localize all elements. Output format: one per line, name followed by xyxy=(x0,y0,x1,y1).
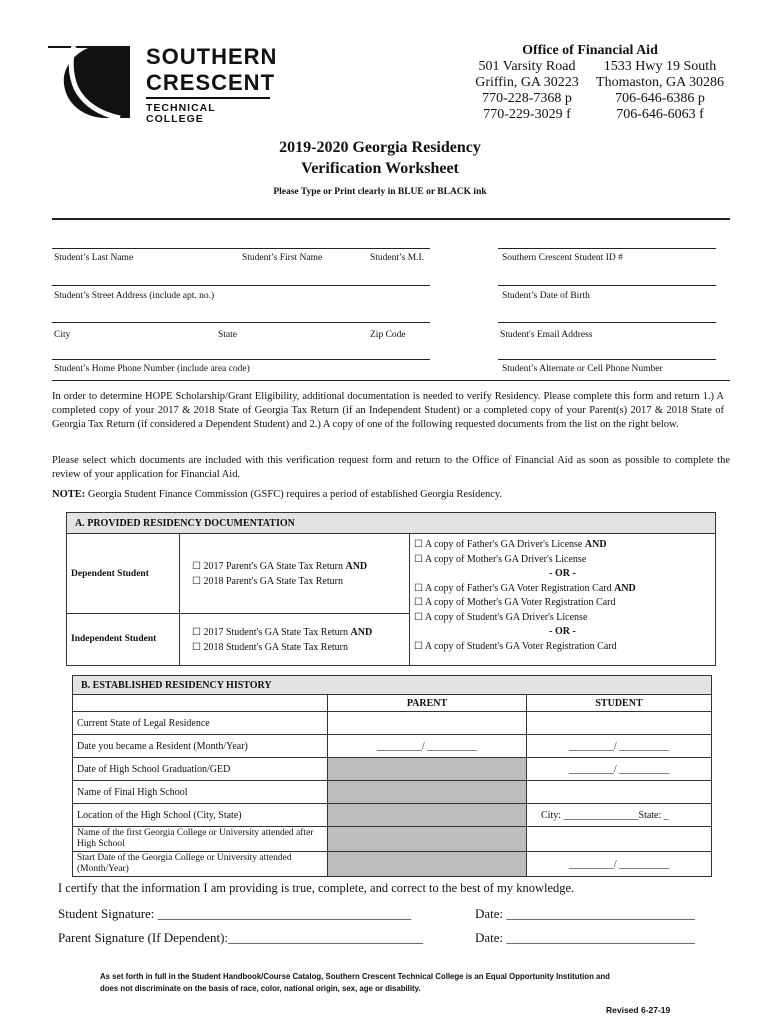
college-logo xyxy=(44,44,278,125)
student-final-hs[interactable] xyxy=(527,781,712,804)
student-id-label: Southern Crescent Student ID # xyxy=(502,253,623,263)
row-resident-date: Date you became a Resident (Month/Year) xyxy=(73,735,328,758)
address-line[interactable] xyxy=(52,285,430,286)
dependent-student-label: Dependent Student xyxy=(67,534,180,614)
thomaston-phone: 706-646-6386 p xyxy=(615,91,705,106)
city-label: City xyxy=(54,330,71,340)
logo-crescent: CRESCENT xyxy=(146,70,276,95)
office-title: Office of Financial Aid xyxy=(522,43,658,58)
first-name-label: Student’s First Name xyxy=(242,253,323,263)
row-hs-location: Location of the High School (City, State) xyxy=(73,804,328,827)
address-label: Student’s Street Address (include apt. no.) xyxy=(54,291,215,301)
revised-date: Revised 6-27-19 xyxy=(606,1005,671,1015)
parent-signature-line[interactable]: Parent Signature (If Dependent):______________________________ xyxy=(58,930,424,945)
student-hs-location[interactable]: City: _______________State: _ xyxy=(527,804,712,827)
license-voter-options xyxy=(410,534,716,666)
or-separator-1: - OR - xyxy=(549,568,576,579)
logo-crescent-icon xyxy=(44,44,136,120)
row-header-blank xyxy=(73,695,328,712)
last-name-label: Student’s Last Name xyxy=(54,253,134,263)
note-paragraph xyxy=(52,488,730,502)
logo-southern: SOUTHERN xyxy=(146,44,278,69)
home-phone-label: Student’s Home Phone Number (include area code) xyxy=(54,364,250,374)
mother-voter-checkbox[interactable]: ☐ A copy of Mother's GA Voter Registration Card xyxy=(414,597,616,608)
student-signature-line[interactable]: Student Signature: _______________________________________ xyxy=(58,906,412,921)
student-id-line[interactable] xyxy=(498,248,716,249)
ind-2017-checkbox[interactable]: ☐ 2017 Student's GA State Tax Return AND xyxy=(192,626,373,638)
col-parent: PARENT xyxy=(328,695,527,712)
note-label: NOTE: xyxy=(52,489,86,500)
row-college-start: Start Date of the Georgia College or University attended (Month/Year) xyxy=(73,852,328,877)
alt-phone-label: Student’s Alternate or Cell Phone Number xyxy=(502,364,663,374)
parent-first-college-shaded xyxy=(328,827,527,852)
thomaston-fax: 706-646-6063 f xyxy=(616,107,704,122)
fields-rule xyxy=(52,380,730,381)
row-first-college: Name of the first Georgia College or University attended after High School xyxy=(73,827,328,852)
ind-2018-checkbox[interactable]: ☐ 2018 Student's GA State Tax Return xyxy=(192,641,348,653)
student-hs-graduation[interactable]: _________/ __________ xyxy=(527,758,712,781)
note-text: Georgia Student Finance Commission (GSFC) requires a period of established Georgia Residency. xyxy=(87,489,503,500)
griffin-phone: 770-228-7368 p xyxy=(482,91,572,106)
parent-college-start-shaded xyxy=(328,852,527,877)
or-separator-2: - OR - xyxy=(549,626,576,637)
father-license-checkbox[interactable]: ☐ A copy of Father's GA Driver's License AND xyxy=(414,539,607,550)
title-rule xyxy=(52,218,730,220)
section-a-header: A. PROVIDED RESIDENCY DOCUMENTATION xyxy=(67,513,716,534)
dep-2017-checkbox[interactable]: ☐ 2017 Parent's GA State Tax Return AND xyxy=(192,560,368,572)
parent-hs-location-shaded xyxy=(328,804,527,827)
city-state-zip-line[interactable] xyxy=(52,322,430,323)
office-thomaston xyxy=(590,59,730,123)
dob-line[interactable] xyxy=(498,285,716,286)
logo-divider xyxy=(146,97,270,99)
home-phone-line[interactable] xyxy=(52,359,430,360)
mi-label: Student’s M.I. xyxy=(370,253,425,263)
student-resident-date[interactable]: _________/ __________ xyxy=(527,735,712,758)
father-voter-checkbox[interactable]: ☐ A copy of Father's GA Voter Registration Card AND xyxy=(414,582,636,594)
independent-options xyxy=(180,614,410,666)
certification-statement: I certify that the information I am providing is true, complete, and correct to the best of my knowledge. xyxy=(58,881,575,895)
section-b-header: B. ESTABLISHED RESIDENCY HISTORY xyxy=(73,676,712,695)
parent-final-hs-shaded xyxy=(328,781,527,804)
student-voter-checkbox[interactable]: ☐ A copy of Student's GA Voter Registration Card xyxy=(414,640,617,652)
griffin-street: 501 Varsity Road xyxy=(478,59,576,74)
mother-license-checkbox[interactable]: ☐ A copy of Mother's GA Driver's License xyxy=(414,553,587,565)
parent-date-line[interactable]: Date: _____________________________ xyxy=(475,930,695,945)
parent-current-state[interactable] xyxy=(328,712,527,735)
griffin-fax: 770-229-3029 f xyxy=(483,107,571,122)
col-student: STUDENT xyxy=(527,695,712,712)
zip-label: Zip Code xyxy=(370,330,406,340)
thomaston-city: Thomaston, GA 30286 xyxy=(596,75,724,90)
row-current-state: Current State of Legal Residence xyxy=(73,712,328,735)
thomaston-street: 1533 Hwy 19 South xyxy=(603,59,717,74)
parent-resident-date[interactable]: _________/ __________ xyxy=(328,735,527,758)
form-title-line1: 2019-2020 Georgia Residency xyxy=(279,139,481,156)
equal-opportunity-statement: As set forth in full in the Student Handbook/Course Catalog, Southern Crescent Technical College is an Equal Opportunity Institution and does not discriminate on the basis of race, color, national origin, sex, age or disability. xyxy=(100,971,610,993)
student-college-start[interactable]: _________/ __________ xyxy=(527,852,712,877)
student-current-state[interactable] xyxy=(527,712,712,735)
section-b-table xyxy=(72,675,712,877)
logo-technical-college: TECHNICAL COLLEGE xyxy=(146,102,216,125)
form-title-line2: Verification Worksheet xyxy=(301,160,459,177)
alt-phone-line[interactable] xyxy=(498,359,716,360)
parent-hs-graduation-shaded xyxy=(328,758,527,781)
state-label: State xyxy=(218,330,237,340)
form-title xyxy=(200,137,560,179)
section-a-table xyxy=(66,512,716,666)
student-first-college[interactable] xyxy=(527,827,712,852)
email-line[interactable] xyxy=(498,322,716,323)
dep-2018-checkbox[interactable]: ☐ 2018 Parent's GA State Tax Return xyxy=(192,575,343,587)
row-hs-graduation: Date of High School Graduation/GED xyxy=(73,758,328,781)
intro-paragraph: In order to determine HOPE Scholarship/Grant Eligibility, additional documentation is needed to verify Residency. Please complete this form and return 1.) A completed copy of your 2017 & 2018 State of Georgia Tax Return (if an Independent Student) or a completed copy of your Parent(s) 2017 & 2018 State of Georgia Tax Return (if considered a Dependent Student) and 2.) A copy of one of the following requested documents from the list on the right below. xyxy=(52,391,724,430)
student-license-checkbox[interactable]: ☐ A copy of Student's GA Driver's License xyxy=(414,611,588,623)
name-line[interactable] xyxy=(52,248,430,249)
select-documents-paragraph: Please select which documents are included with this verification request form and return to the Office of Financial Aid as soon as possible to complete the review of your application for Financial Aid. xyxy=(52,455,730,480)
email-label: Student's Email Address xyxy=(500,330,593,340)
office-griffin xyxy=(462,59,592,123)
griffin-city: Griffin, GA 30223 xyxy=(475,75,579,90)
ink-instruction: Please Type or Print clearly in BLUE or BLACK ink xyxy=(273,187,487,197)
dependent-options xyxy=(180,534,410,614)
independent-student-label: Independent Student xyxy=(67,614,180,666)
student-date-line[interactable]: Date: _____________________________ xyxy=(475,906,695,921)
dob-label: Student’s Date of Birth xyxy=(502,291,590,301)
row-final-hs: Name of Final High School xyxy=(73,781,328,804)
